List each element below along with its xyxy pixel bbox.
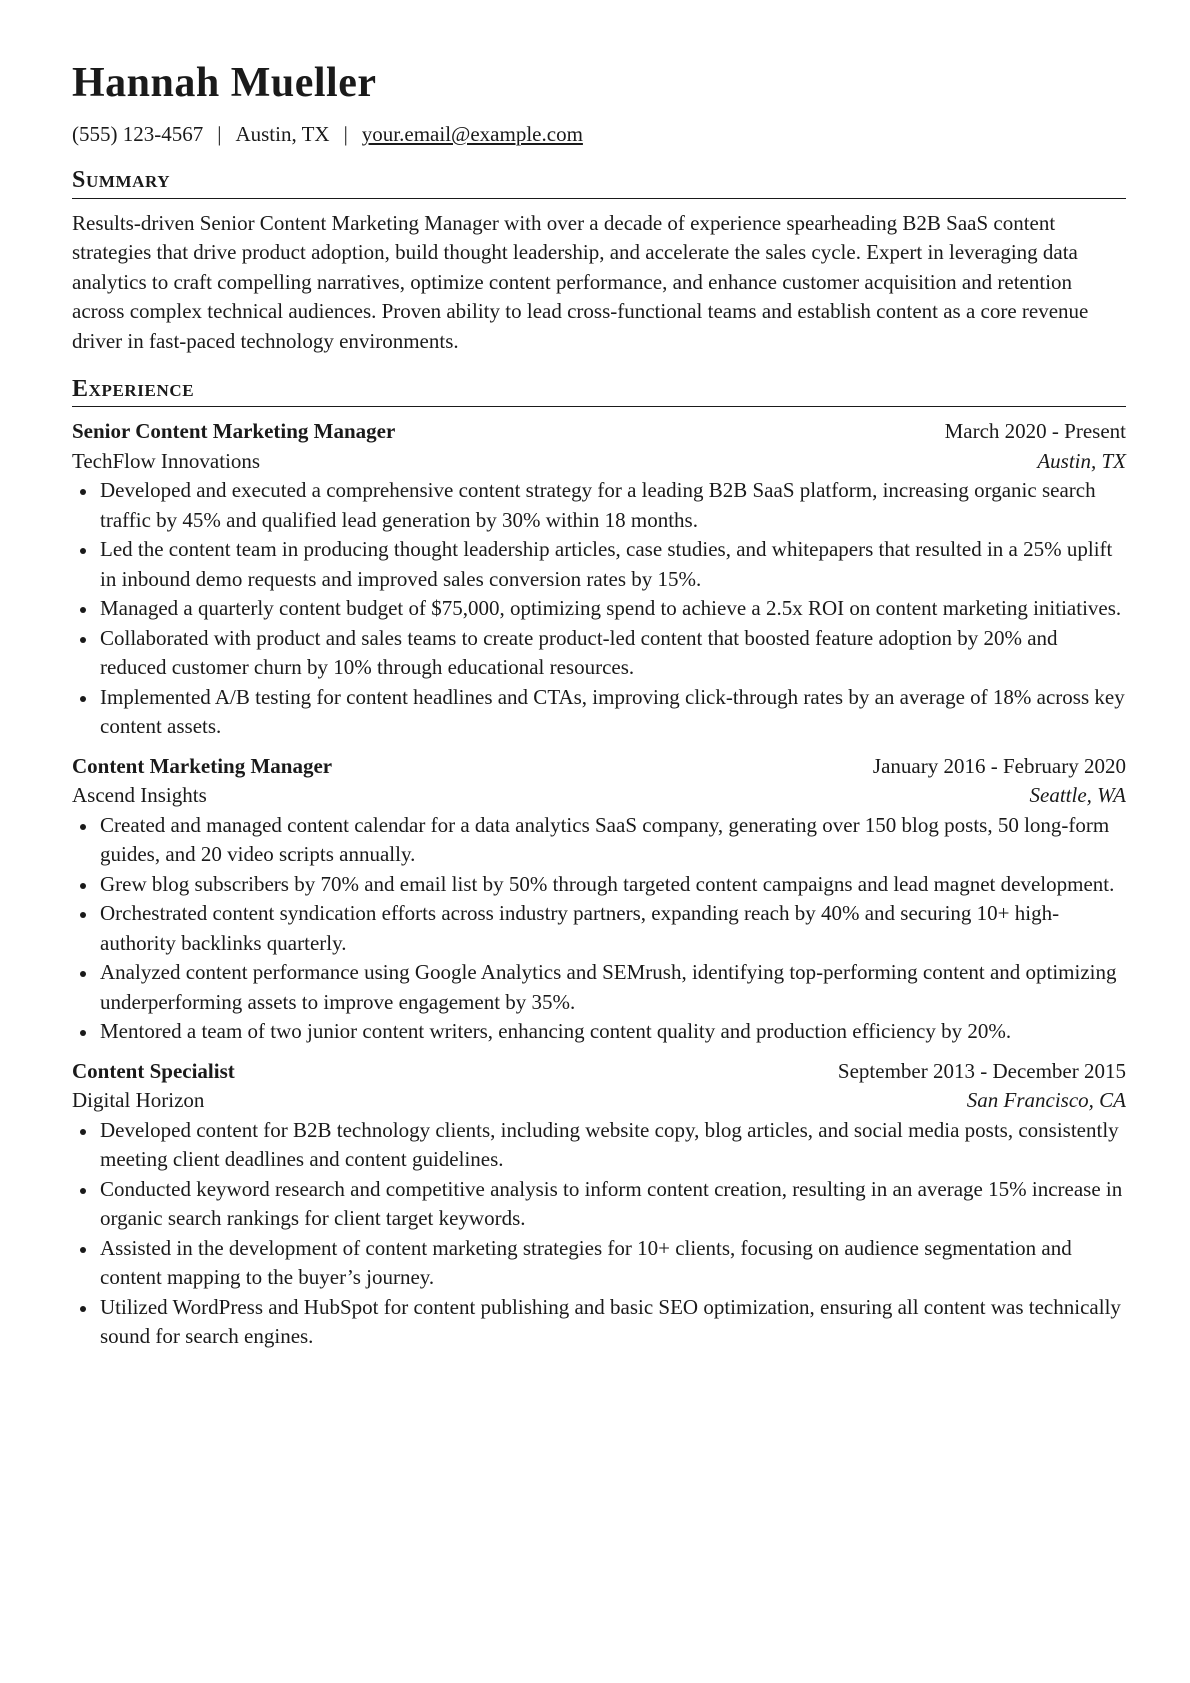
bullet-item — [72, 535, 1126, 594]
bullet-item — [72, 476, 1126, 535]
contact-separator: | — [343, 122, 348, 146]
bullet-text: Created and managed content calendar for a data analytics SaaS company, generating over 150 blog posts, 50 long-form guides, and 20 video scripts annually. — [100, 812, 1110, 867]
job-entry — [72, 752, 1126, 1047]
bullet-dot-icon — [80, 1247, 86, 1253]
job-role: Content Marketing Manager — [72, 753, 333, 778]
bullet-item — [72, 870, 1126, 900]
contact-location: Austin, TX — [235, 122, 330, 146]
bullet-text: Conducted keyword research and competitive analysis to inform content creation, resulting in an average 15% increase in organic search rankings for client target keywords. — [100, 1176, 1123, 1231]
bullet-text: Mentored a team of two junior content writers, enhancing content quality and production efficiency by 20%. — [100, 1019, 1012, 1044]
bullet-item — [72, 1017, 1126, 1047]
candidate-name: Hannah Mueller — [72, 60, 377, 106]
bullet-text: Assisted in the development of content marketing strategies for 10+ clients, focusing on audience segmentation and content mapping to the buyer’s journey. — [100, 1235, 1072, 1290]
job-company: TechFlow Innovations — [72, 448, 261, 473]
job-dates: January 2016 - February 2020 — [872, 753, 1126, 778]
email-link[interactable]: your.email@example.com — [361, 122, 583, 146]
contact-line — [72, 122, 1126, 147]
bullet-text: Developed content for B2B technology clients, including website copy, blog articles, and social media posts, consistently meeting client deadlines and content guidelines. — [100, 1117, 1119, 1172]
bullet-item — [72, 624, 1126, 683]
bullet-text: Analyzed content performance using Google Analytics and SEMrush, identifying top-performing content and optimizing underperforming assets to improve engagement by 35%. — [100, 960, 1117, 1014]
summary-text: Results-driven Senior Content Marketing Manager with over a decade of experience spearheading B2B SaaS content strategies that drive product adoption, build thought leadership, and accelerate the sales cycle. Expert in leveraging data analytics to craft compelling narratives, optimize content performance, and enhance customer acquisition and retention across complex technical audiences. Proven ability to lead cross-functional teams and establish content as a core revenue driver in fast-paced technology environments. — [72, 210, 1089, 353]
bullet-item — [72, 594, 1126, 624]
job-entry — [72, 1057, 1126, 1352]
bullet-dot-icon — [80, 971, 86, 977]
bullet-text: Implemented A/B testing for content headlines and CTAs, improving click-through rates by an average of 18% across key content assets. — [100, 684, 1125, 739]
bullet-dot-icon — [80, 1188, 86, 1194]
bullet-text: Developed and executed a comprehensive content strategy for a leading B2B SaaS platform, increasing organic search traffic by 45% and qualified lead generation by 30% within 18 months. — [100, 478, 1096, 532]
experience-list — [72, 417, 1126, 1352]
bullet-text: Grew blog subscribers by 70% and email list by 50% through targeted content campaigns and lead magnet development. — [100, 871, 1115, 896]
bullet-dot-icon — [80, 548, 86, 554]
job-role: Senior Content Marketing Manager — [72, 419, 396, 444]
job-role: Content Specialist — [72, 1058, 235, 1083]
job-location: San Francisco, CA — [966, 1088, 1126, 1113]
bullet-dot-icon — [80, 1030, 86, 1036]
bullet-dot-icon — [80, 696, 86, 702]
job-company-row — [72, 1086, 1126, 1116]
bullet-item — [72, 811, 1126, 870]
bullet-item — [72, 899, 1126, 958]
bullet-item — [72, 683, 1126, 742]
bullet-item — [72, 1234, 1126, 1293]
job-company-row — [72, 781, 1126, 811]
resume-page — [72, 56, 1126, 1352]
bullet-text: Orchestrated content syndication efforts across industry partners, expanding reach by 40% and securing 10+ high-authority backlinks quarterly. — [100, 901, 1060, 955]
experience-heading: Experience — [72, 376, 1126, 407]
job-bullets — [72, 476, 1126, 742]
bullet-dot-icon — [80, 824, 86, 830]
job-bullets — [72, 1116, 1126, 1352]
job-company: Digital Horizon — [72, 1088, 205, 1113]
phone-number: (555) 123-4567 — [72, 122, 204, 146]
bullet-text: Managed a quarterly content budget of $75,000, optimizing spend to achieve a 2.5x ROI on content marketing initiatives. — [100, 596, 1122, 621]
job-header-row — [72, 1057, 1126, 1087]
job-dates: September 2013 - December 2015 — [837, 1058, 1126, 1083]
bullet-item — [72, 958, 1126, 1017]
job-entry — [72, 417, 1126, 742]
job-company-row — [72, 447, 1126, 477]
job-header-row — [72, 752, 1126, 782]
bullet-text: Led the content team in producing thought leadership articles, case studies, and whitepapers that resulted in a 25% uplift in inbound demo requests and improved sales conversion rates by 15%. — [100, 537, 1113, 591]
bullet-item — [72, 1116, 1126, 1175]
contact-separator: | — [217, 122, 222, 146]
bullet-item — [72, 1293, 1126, 1352]
job-location: Austin, TX — [1037, 448, 1126, 473]
bullet-dot-icon — [80, 883, 86, 889]
job-bullets — [72, 811, 1126, 1047]
job-dates: March 2020 - Present — [944, 419, 1126, 444]
bullet-dot-icon — [80, 1306, 86, 1312]
bullet-text: Collaborated with product and sales teams to create product-led content that boosted feature adoption by 20% and reduced customer churn by 10% through educational resources. — [100, 625, 1058, 680]
bullet-dot-icon — [80, 1129, 86, 1135]
bullet-item — [72, 1175, 1126, 1234]
summary-heading: Summary — [72, 167, 1126, 198]
bullet-dot-icon — [80, 912, 86, 918]
job-header-row — [72, 417, 1126, 447]
job-location: Seattle, WA — [1029, 783, 1126, 808]
job-company: Ascend Insights — [72, 783, 207, 808]
bullet-dot-icon — [80, 637, 86, 643]
bullet-dot-icon — [80, 489, 86, 495]
bullet-dot-icon — [80, 607, 86, 613]
bullet-text: Utilized WordPress and HubSpot for content publishing and basic SEO optimization, ensuring all content was technically sound for search engines. — [100, 1294, 1121, 1349]
